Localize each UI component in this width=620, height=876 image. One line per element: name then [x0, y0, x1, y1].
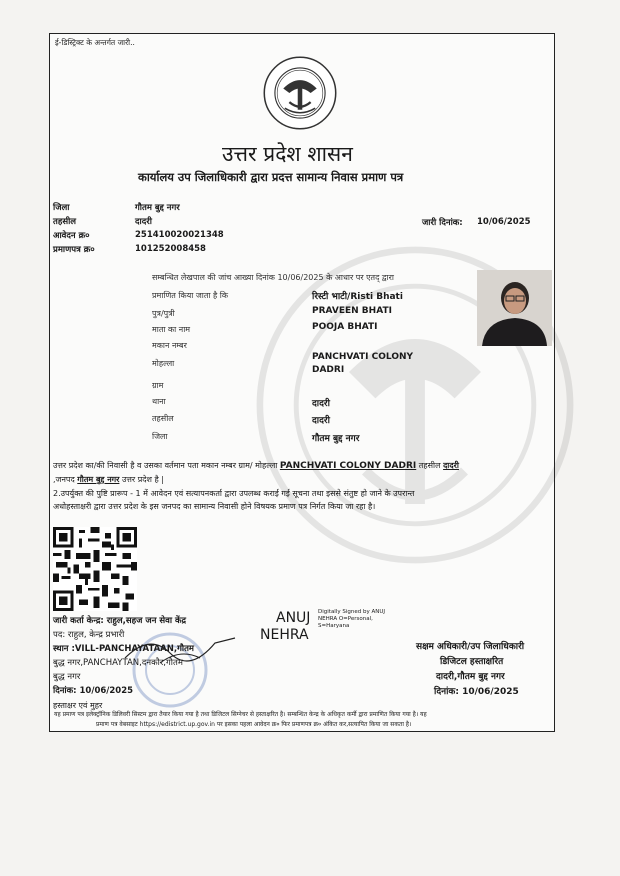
- residence-paragraph-line2: [53, 474, 164, 486]
- issuer-date: दिनांक: 10/06/2025: [53, 686, 134, 696]
- meta-certificate-no-label: प्रमाणपत्र क्र०: [53, 245, 95, 255]
- paragraph-district: गौतम बुद्द नगर: [77, 475, 120, 484]
- issuer-place-line3: बुद्ध नगर: [53, 672, 81, 682]
- paragraph-text-d: उत्तर प्रदेश है |: [121, 475, 164, 484]
- confirmation-line1: 2.उपर्युक्त की पुष्टि प्रारूप - 1 में आवेदन एवं सत्यापनकर्ता द्वारा उपलब्ध कराई गई सूचना तथा इससे संतुष्ट हो जाने के उपरान्त: [53, 489, 415, 498]
- residence-paragraph: [53, 460, 553, 472]
- header-note: ई-डिस्ट्रिक्ट के अन्तर्गत जारी..: [55, 38, 135, 47]
- applicant-photo: [477, 270, 552, 346]
- thana-value: दादरी: [312, 399, 330, 409]
- qr-code: [53, 527, 137, 611]
- body-district-label: जिला: [152, 432, 168, 441]
- mohalla-label: मोहल्ला: [152, 359, 175, 368]
- mother-label: माता का नाम: [152, 325, 191, 334]
- mohalla-value-line1: PANCHVATI COLONY: [312, 352, 414, 362]
- meta-certificate-no-value: 101252008458: [135, 244, 206, 254]
- meta-district-value: गौतम बुद्द नगर: [135, 203, 180, 213]
- up-government-emblem-icon: [262, 55, 338, 131]
- footer-line1: यह प्रमाण पत्र इलेक्ट्रॉनिक डिलिवरी सिस्टम द्वारा तैयार किया गया है तथा डिजिटल सिग्नेचर से हस्ताक्षरित है। सम्बन्धित केन्द्र के अधिकृत कर्मी द्वारा प्रमाणित किया गया है। यह: [54, 711, 427, 718]
- meta-tehsil-value: दादरी: [135, 217, 152, 227]
- paragraph-text-a: उत्तर प्रदेश का/की निवासी है व उसका वर्तमान पता मकान नम्बर ग्राम/ मोहल्ला: [53, 461, 278, 470]
- mother-name: POOJA BHATI: [312, 322, 378, 332]
- verification-intro: सम्बन्धित लेखपाल की जांच आख्या दिनांक 10/06/2025 के आधार पर एतद् द्वारा: [152, 273, 394, 282]
- certificate-title: कार्यालय उप जिलाधिकारी द्वारा प्रदत्त सामान्य निवास प्रमाण पत्र: [138, 170, 404, 184]
- body-district-value: गौतम बुद्द नगर: [312, 434, 360, 444]
- paragraph-tehsil: दादरी: [443, 461, 459, 470]
- paragraph-mohalla: PANCHVATI COLONY DADRI: [279, 461, 417, 471]
- digital-signer-name-line2: NEHRA: [260, 627, 309, 643]
- issue-date-value: 10/06/2025: [477, 217, 531, 227]
- body-tehsil-label: तहसील: [152, 414, 174, 423]
- issue-date-label: जारी दिनांक:: [422, 218, 463, 228]
- thana-label: थाना: [152, 397, 166, 406]
- meta-district-label: जिला: [53, 203, 70, 213]
- meta-application-no-label: आवेदन क्र०: [53, 231, 90, 241]
- digital-signed-label: डिजिटल हस्ताक्षरित: [440, 657, 504, 667]
- government-title: उत्तर प्रदेश शासन: [222, 142, 353, 166]
- issuer-post: पद: राहुल, केन्द्र प्रभारी: [53, 630, 125, 640]
- handwritten-signature-icon: [120, 628, 240, 668]
- authority-date: दिनांक: 10/06/2025: [434, 687, 519, 697]
- paragraph-text-b: तहसील: [418, 461, 441, 470]
- meta-tehsil-label: तहसील: [53, 217, 77, 227]
- digital-sign-detail-2: NEHRA O=Personal,: [318, 616, 373, 622]
- applicant-name: रिस्टी भाटी/Risti Bhati: [312, 292, 403, 302]
- child-of-label: पुत्र/पुत्री: [152, 309, 175, 318]
- authority-place: दादरी,गौतम बुद्द नगर: [436, 672, 505, 682]
- meta-application-no-value: 251410020021348: [135, 230, 224, 240]
- issuer-place-line1: स्थान :VILL-PANCHAYATAAN,गौतम: [53, 644, 195, 654]
- village-label: ग्राम: [152, 381, 164, 390]
- confirmation-line2: अधोहस्ताक्षरी द्वारा उत्तर प्रदेश के इस जनपद का सामान्य निवासी होने विषयक प्रमाण पत्र निर्गत किया जा रहा है।: [53, 502, 376, 511]
- paragraph-text-c: ,जनपद: [53, 475, 75, 484]
- digital-signer-name-line1: ANUJ: [276, 610, 311, 626]
- sign-and-seal-label: हस्ताक्षर एवं मुहर: [53, 701, 103, 710]
- footer-line2: प्रमाण पत्र वेबसाइट https://edistrict.up.gov.in पर इसका पहला आवेदन क्र० फिर प्रमाणपत्र क्र० अंकित कर,सत्यापित किया जा सकता है।: [96, 721, 412, 728]
- mohalla-value-line2: DADRI: [312, 365, 345, 375]
- authority-title: सक्षम अधिकारी/उप जिलाधिकारी: [416, 642, 525, 652]
- digital-sign-detail-1: Digitally Signed by ANUJ: [318, 609, 386, 615]
- issuer-place-line2: बुद्ध नगर,PANCHAYTAN,दनकौर,गौतम: [53, 658, 183, 668]
- digital-sign-detail-3: S=Haryana: [318, 623, 350, 629]
- issuing-center: जारी कर्ता केन्द्र: राहुल,सहज जन सेवा केंद्र: [53, 616, 187, 626]
- father-name: PRAVEEN BHATI: [312, 306, 392, 316]
- house-number-label: मकान नम्बर: [152, 341, 187, 350]
- certify-label: प्रमाणित किया जाता है कि: [152, 291, 229, 300]
- body-tehsil-value: दादरी: [312, 416, 330, 426]
